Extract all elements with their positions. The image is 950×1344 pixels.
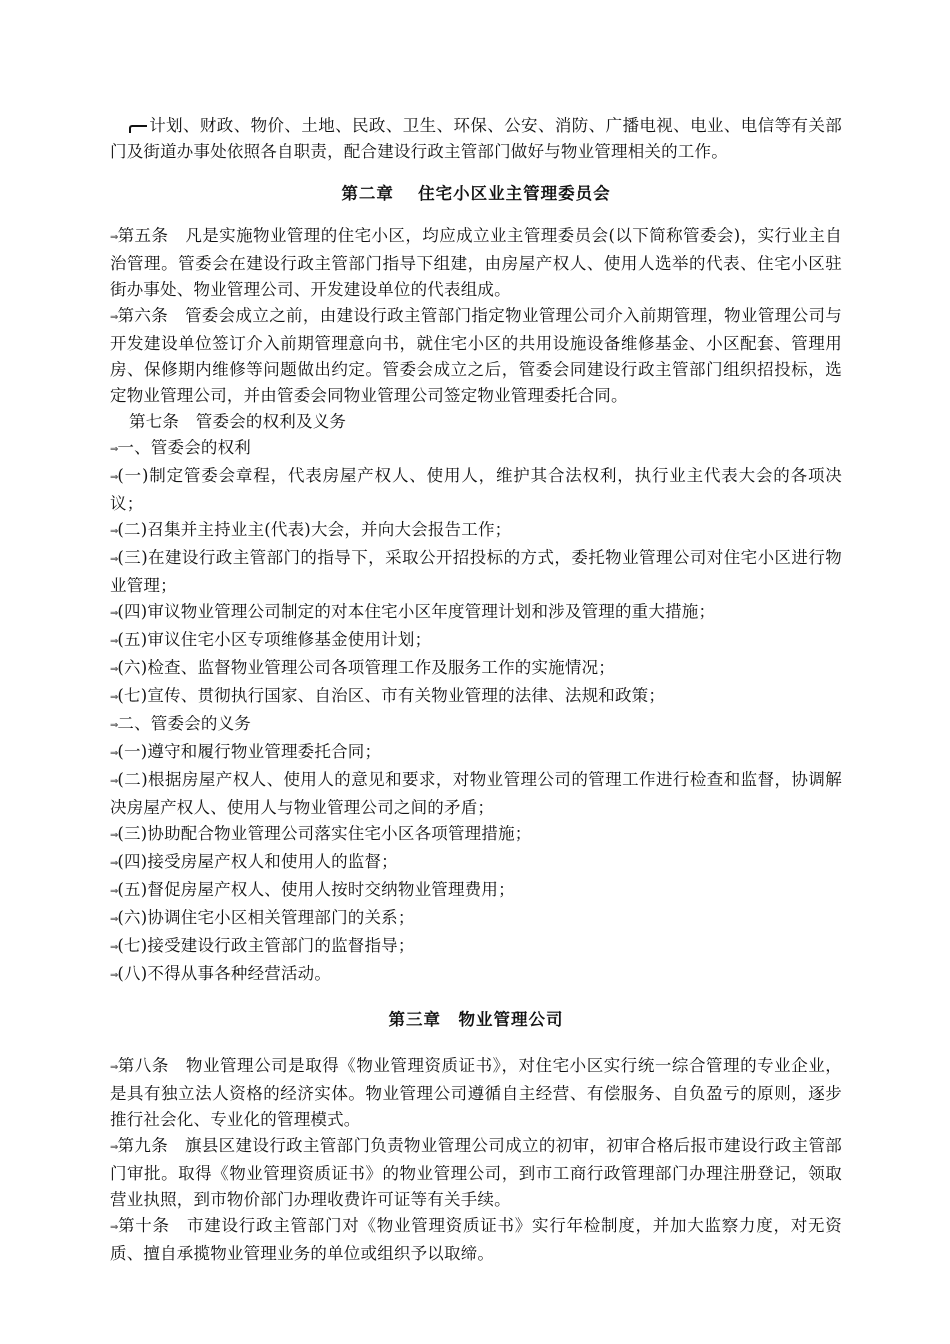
article-text: (四)审议物业管理公司制定的对本住宅小区年度管理计划和涉及管理的重大措施；: [117, 602, 716, 621]
paragraph-mark-icon: ⇒: [110, 886, 118, 897]
paragraph-mark-icon: ⇒: [110, 1142, 118, 1153]
article-paragraph: [110, 849, 842, 877]
article-text: 第十条 市建设行政主管部门对《物业管理资质证书》实行年检制度，并加大监察力度，对无资质、擅自承揽物业管理业务的单位或组织予以取缔。: [110, 1216, 842, 1263]
article-paragraph: [110, 1133, 842, 1213]
article-paragraph: [110, 905, 842, 933]
paragraph-mark-icon: ⇒: [110, 608, 118, 619]
article-paragraph: [110, 711, 842, 739]
paragraph-mark-icon: ⇒: [110, 970, 118, 981]
article-text: (五)督促房屋产权人、使用人按时交纳物业管理费用；: [117, 880, 515, 899]
paragraph-mark-icon: ⇒: [110, 776, 118, 787]
article-paragraph: [110, 1053, 842, 1133]
paragraph-mark-icon: ⇒: [110, 914, 118, 925]
document-page: [110, 113, 842, 1267]
article-text: 第五条 凡是实施物业管理的住宅小区，均应成立业主管理委员会(以下简称管委会)，实行业主自治管理。管委会在建设行政主管部门指导下组建，由房屋产权人、使用人选举的代表、住宅小区驻街办事处、物业管理公司、开发建设单位的代表组成。: [110, 226, 842, 299]
paragraph-mark-icon: ⇒: [110, 1062, 118, 1073]
article-text: (四)接受房屋产权人和使用人的监督；: [117, 852, 398, 871]
paragraph-mark-icon: ⇒: [110, 858, 118, 869]
article-text: (一)遵守和履行物业管理委托合同；: [117, 742, 382, 761]
article-paragraph: [110, 599, 842, 627]
paragraph-mark-icon: ⇒: [110, 472, 118, 483]
article-text: (二)根据房屋产权人、使用人的意见和要求，对物业管理公司的管理工作进行检查和监督，协调解决房屋产权人、使用人与物业管理公司之间的矛盾；: [110, 770, 842, 817]
article-paragraph: [110, 821, 842, 849]
article-paragraph: [110, 877, 842, 905]
paragraph-mark-icon: ⇒: [110, 692, 118, 703]
paragraph-mark-icon: ⇒: [110, 720, 118, 731]
article-text: 二、管委会的义务: [117, 714, 251, 733]
paragraph-mark-icon: ⇒: [110, 664, 118, 675]
paragraph-mark-icon: ⇒: [110, 1222, 118, 1233]
paragraph-mark-icon: ⇒: [110, 830, 118, 841]
article-paragraph: [110, 627, 842, 655]
article-text: 第七条 管委会的权利及义务: [129, 412, 347, 431]
article-paragraph: [110, 409, 842, 435]
chapter-2-title: 第二章 住宅小区业主管理委员会: [341, 184, 611, 203]
article-text: (七)宣传、贯彻执行国家、自治区、市有关物业管理的法律、法规和政策；: [117, 686, 666, 705]
article-paragraph: [110, 303, 842, 409]
chapter-3-title: 第三章 物业管理公司: [388, 1010, 564, 1029]
article-text: (六)协调住宅小区相关管理部门的关系；: [117, 908, 415, 927]
paragraph-mark-icon: ⇒: [110, 312, 118, 323]
paragraph-mark-icon: ⇒: [110, 636, 118, 647]
article-text: (六)检查、监督物业管理公司各项管理工作及服务工作的实施情况；: [117, 658, 615, 677]
article-paragraph: [110, 435, 842, 463]
article-paragraph: [110, 933, 842, 961]
paragraph-mark-icon: ⇒: [110, 526, 118, 537]
article-text: 一、管委会的权利: [117, 438, 251, 457]
article-paragraph: [110, 683, 842, 711]
article-text: 第八条 物业管理公司是取得《物业管理资质证书》，对住宅小区实行统一综合管理的专业企业，是具有独立法人资格的经济实体。物业管理公司遵循自主经营、有偿服务、自负盈亏的原则，逐步推行社会化、专业化的管理模式。: [110, 1056, 842, 1129]
paragraph-mark-icon: ⇒: [110, 232, 118, 243]
intro-text: 计划、财政、物价、土地、民政、卫生、环保、公安、消防、广播电视、电业、电信等有关部门及街道办事处依照各自职责，配合建设行政主管部门做好与物业管理相关的工作。: [110, 116, 842, 161]
article-text: (七)接受建设行政主管部门的监督指导；: [117, 936, 415, 955]
article-paragraph: [110, 517, 842, 545]
paragraph-mark-icon: ⇒: [110, 748, 118, 759]
article-paragraph: [110, 655, 842, 683]
chapter-3-body: [110, 1053, 842, 1267]
article-paragraph: [110, 767, 842, 821]
article-text: 第九条 旗县区建设行政主管部门负责物业管理公司成立的初审，初审合格后报市建设行政主管部门审批。取得《物业管理资质证书》的物业管理公司，到市工商行政管理部门办理注册登记，领取营业执照，到市物价部门办理收费许可证等有关手续。: [110, 1136, 842, 1209]
intro-paragraph: [110, 113, 842, 165]
article-paragraph: [110, 545, 842, 599]
chapter-2-body: [110, 223, 842, 989]
article-text: (三)在建设行政主管部门的指导下，采取公开招投标的方式，委托物业管理公司对住宅小区进行物业管理；: [110, 548, 842, 595]
article-text: (一)制定管委会章程，代表房屋产权人、使用人，维护其合法权利，执行业主代表大会的各项决议；: [110, 466, 842, 513]
article-text: 第六条 管委会成立之前，由建设行政主管部门指定物业管理公司介入前期管理，物业管理公司与开发建设单位签订介入前期管理意向书，就住宅小区的共用设施设备维修基金、小区配套、管理用房、保修期内维修等问题做出约定。管委会成立之后，管委会同建设行政主管部门组织招投标，选定物业管理公司，并由管委会同物业管理公司签定物业管理委托合同。: [110, 306, 842, 405]
article-paragraph: [110, 223, 842, 303]
paragraph-mark-icon: ⇒: [110, 444, 118, 455]
paragraph-mark-icon: [129, 125, 147, 133]
paragraph-mark-icon: ⇒: [110, 554, 118, 565]
article-paragraph: [110, 739, 842, 767]
paragraph-mark-icon: ⇒: [110, 942, 118, 953]
article-text: (八)不得从事各种经营活动。: [117, 964, 332, 983]
article-text: (五)审议住宅小区专项维修基金使用计划；: [117, 630, 432, 649]
article-text: (三)协助配合物业管理公司落实住宅小区各项管理措施；: [117, 824, 532, 843]
article-paragraph: [110, 961, 842, 989]
article-paragraph: [110, 463, 842, 517]
article-paragraph: [110, 1213, 842, 1267]
article-text: (二)召集并主持业主(代表)大会，并向大会报告工作；: [117, 520, 512, 539]
